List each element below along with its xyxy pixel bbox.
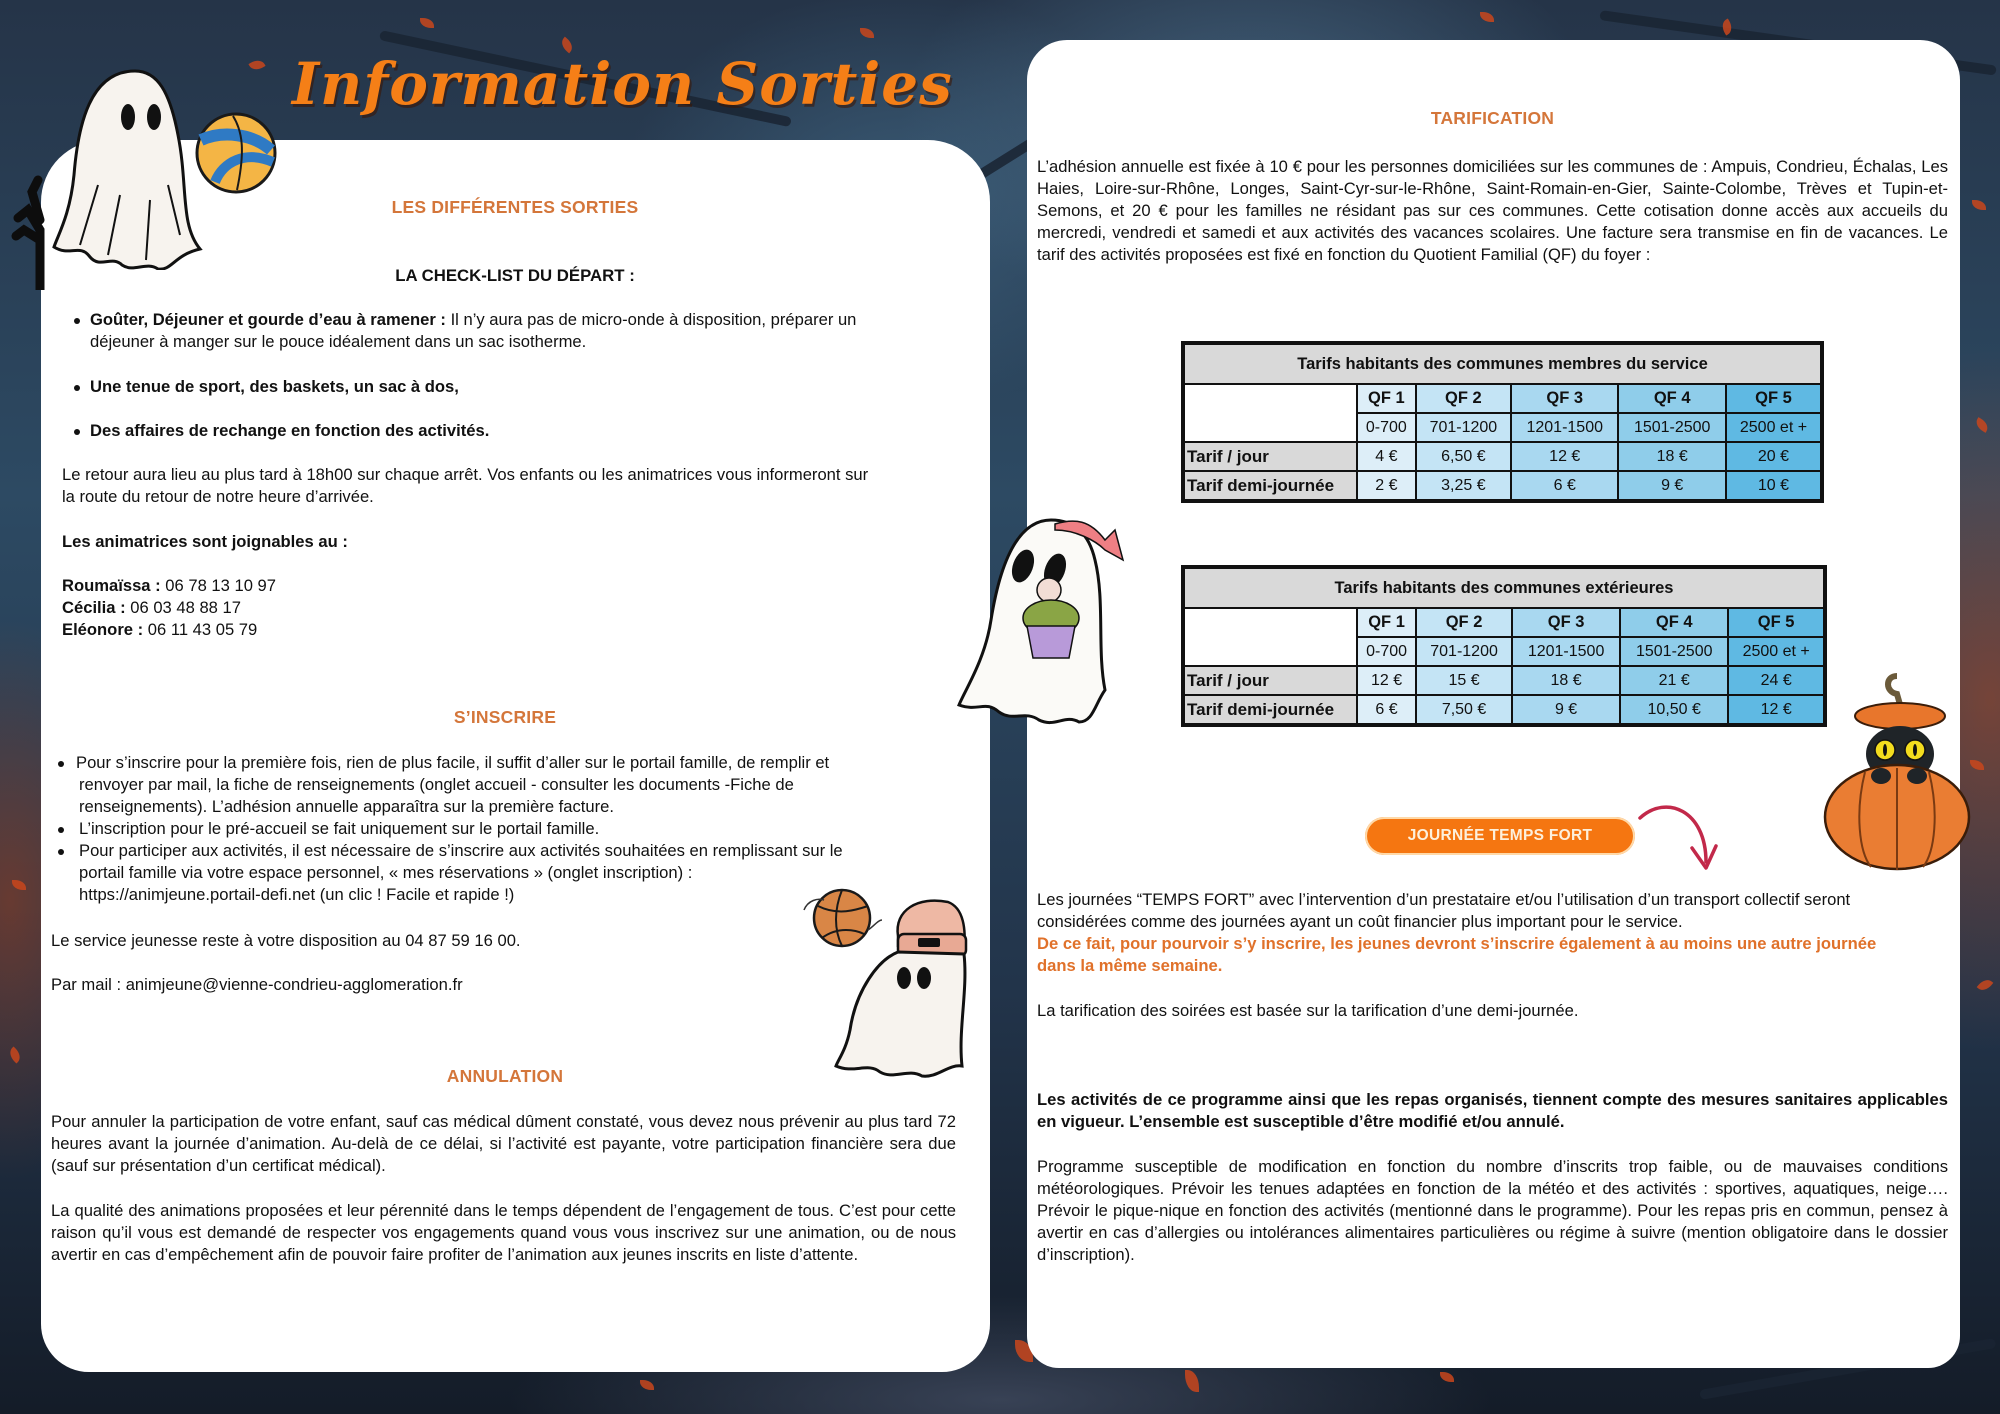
leaf xyxy=(1977,976,1994,993)
leaf xyxy=(1185,1370,1199,1392)
qf-range: 2500 et + xyxy=(1726,413,1822,442)
qf-header: QF 2 xyxy=(1416,608,1512,637)
temps-fort-warning-2: dans la même semaine. xyxy=(1037,956,1223,975)
inscrire-line-6: portail famille via votre espace personnel, « mes réservations » (onglet inscription) : xyxy=(79,863,693,882)
table-title-row xyxy=(1183,343,1822,384)
temps-fort-line-2: considérées comme des journées ayant un coût financier plus important pour le service. xyxy=(1037,912,1683,931)
price-cell: 21 € xyxy=(1620,666,1728,695)
bullet-icon xyxy=(74,385,80,391)
price-cell: 6 € xyxy=(1511,471,1618,501)
leaf xyxy=(7,1047,24,1064)
bullet-icon xyxy=(58,849,64,855)
row-label: Tarif demi-journée xyxy=(1183,695,1357,725)
qf-range: 1201-1500 xyxy=(1511,413,1618,442)
inscrire-line-4: L’inscription pour le pré-accueil se fait uniquement sur le portail famille. xyxy=(79,819,600,838)
checklist-item-1-bold: Goûter, Déjeuner et gourde d’eau à ramener : xyxy=(90,310,446,329)
journee-temps-fort-button[interactable]: JOURNÉE TEMPS FORT xyxy=(1365,817,1635,855)
row-label: Tarif / jour xyxy=(1183,442,1357,471)
qf-range: 0-700 xyxy=(1357,413,1416,442)
price-cell: 7,50 € xyxy=(1416,695,1512,725)
table-blank-cell xyxy=(1183,608,1357,666)
cat-in-pumpkin-illustration xyxy=(1815,672,1975,872)
contact-cecilia xyxy=(62,597,241,619)
inscrire-line-2: renvoyer par mail, la fiche de renseignements (onglet accueil - consulter les documents -Fiche de xyxy=(79,775,794,794)
qf-header: QF 3 xyxy=(1511,384,1618,413)
price-cell: 18 € xyxy=(1618,442,1725,471)
qf-range: 1501-2500 xyxy=(1618,413,1725,442)
qf-range: 701-1200 xyxy=(1416,637,1512,666)
bullet-icon xyxy=(58,827,64,833)
section-heading-tarification: TARIFICATION xyxy=(1430,108,1555,128)
tarification-paragraph: L’adhésion annuelle est fixée à 10 € pour les personnes domiciliées sur les communes de : Ampuis, Condrieu, Échalas, Les Haies, Loire-sur-Rhône, Longes, Saint-Cyr-sur-le-Rhône, Saint-Romain-en-Gier, Sainte-Colombe, Trèves et Tupin-et-Semons, et 20 € pour les familles ne résidant pas sur ces communes. Cette cotisation donne accès aux accueils du mercredi, vendredi et samedi et aux activités des vacances scolaires. Une facture sera transmise en fin de vacances. Le tarif des activités proposées est fixé en fonction du Quotient Familial (QF) du foyer : xyxy=(1037,157,1948,264)
inscrire-line-5: Pour participer aux activités, il est nécessaire de s’inscrire aux activités souhaitées en remplissant sur le xyxy=(79,841,843,860)
leaf xyxy=(640,1380,654,1390)
price-cell: 15 € xyxy=(1416,666,1512,695)
table-blank-cell xyxy=(1183,384,1357,442)
leaf xyxy=(420,18,434,28)
table-qf-row xyxy=(1183,608,1825,637)
checklist-item-3: Des affaires de rechange en fonction des activités. xyxy=(90,421,490,440)
retour-line-2: la route du retour de notre heure d’arrivée. xyxy=(62,487,374,506)
section-heading-sorties: LES DIFFÉRENTES SORTIES xyxy=(391,197,639,217)
qf-range: 701-1200 xyxy=(1416,413,1511,442)
table-title: Tarifs habitants des communes membres du service xyxy=(1183,343,1822,384)
leaf xyxy=(860,28,874,38)
curved-arrow-icon xyxy=(1636,800,1726,880)
qf-range: 1201-1500 xyxy=(1512,637,1620,666)
leaf xyxy=(1973,417,1990,433)
price-cell: 4 € xyxy=(1357,442,1416,471)
qf-header: QF 3 xyxy=(1512,608,1620,637)
tree-hand-silhouette-icon xyxy=(10,170,50,290)
bullet-icon xyxy=(74,429,80,435)
programme-notice: Programme susceptible de modification en fonction du nombre d’inscrits trop faible, ou de mauvaises conditions météorologiques. Prévoir les tenues adaptées en fonction de la météo et des activités : sportives, aquatiques, neige…. Prévoir le pique-nique en fonction des activités (mentionné dans le programme). Pour les repas pris en commun, pensez à avertir en cas d’allergies ou intolérances alimentaires particulières ou régime à suivre (mention obligatoire dans le dossier d’inscription). xyxy=(1037,1157,1948,1264)
tarif-table-membres xyxy=(1181,341,1824,503)
price-cell: 10 € xyxy=(1726,471,1822,501)
qf-range: 1501-2500 xyxy=(1620,637,1728,666)
contact-title: Les animatrices sont joignables au : xyxy=(62,532,348,551)
annulation-paragraph-2: La qualité des animations proposées et leur pérennité dans le temps dépendent de l’engagement de tous. C’est pour cette raison qu’il vous est demandé de respecter vos engagements quand vous vous inscrivez sur une animation, ou de nous avertir en cas d’empêchement afin de pouvoir faire profiter de l’animation aux jeunes inscrits en liste d’attente. xyxy=(51,1201,956,1264)
price-cell: 12 € xyxy=(1728,695,1825,725)
price-cell: 6,50 € xyxy=(1416,442,1511,471)
annulation-paragraph-1: Pour annuler la participation de votre enfant, sauf cas médical dûment constaté, vous devez nous prévenir au plus tard 72 heures avant la journée d’animation. Au-delà de ce délai, si l’activité est payante, votre participation financière sera due (sauf sur présentation d’un certificat médical). xyxy=(51,1112,956,1175)
price-cell: 2 € xyxy=(1357,471,1416,501)
volleyball-icon xyxy=(193,110,279,196)
table-title-row xyxy=(1183,567,1825,608)
price-cell: 20 € xyxy=(1726,442,1822,471)
contact-phone[interactable]: 06 78 13 10 97 xyxy=(160,576,277,595)
sanitaire-notice: Les activités de ce programme ainsi que les repas organisés, tiennent compte des mesures sanitaires applicables en vigueur. L’ensemble est susceptible d’être modifié et/ou annulé. xyxy=(1037,1090,1948,1131)
leaf xyxy=(248,57,265,73)
qf-header: QF 5 xyxy=(1728,608,1825,637)
qf-header: QF 4 xyxy=(1620,608,1728,637)
inscrire-line-3: renseignements). L’adhésion annuelle apparaîtra sur la première facture. xyxy=(79,797,615,816)
price-cell: 3,25 € xyxy=(1416,471,1511,501)
ghost-with-bow-illustration xyxy=(955,490,1135,730)
qf-header: QF 1 xyxy=(1357,384,1416,413)
tarif-table-exterieures xyxy=(1181,565,1827,727)
temps-fort-warning-1: De ce fait, pour pourvoir s’y inscrire, les jeunes devront s’inscrire également à au moins une autre journée xyxy=(1037,934,1877,953)
row-label: Tarif demi-journée xyxy=(1183,471,1357,501)
retour-line-1: Le retour aura lieu au plus tard à 18h00 sur chaque arrêt. Vos enfants ou les animatrices vous informeront sur xyxy=(62,465,869,484)
price-cell: 18 € xyxy=(1512,666,1620,695)
checklist-item-1 xyxy=(90,309,856,331)
checklist-item-1-text: Il n’y aura pas de micro-onde à disposition, préparer un xyxy=(445,310,857,329)
table-row xyxy=(1183,442,1822,471)
qf-header: QF 2 xyxy=(1416,384,1511,413)
price-cell: 9 € xyxy=(1512,695,1620,725)
soirees-tarification: La tarification des soirées est basée sur la tarification d’une demi-journée. xyxy=(1037,1001,1579,1020)
price-cell: 10,50 € xyxy=(1620,695,1728,725)
checklist-item-2: Une tenue de sport, des baskets, un sac à dos, xyxy=(90,377,459,396)
table-qf-row xyxy=(1183,384,1822,413)
contact-name: Cécilia : xyxy=(62,598,126,617)
contact-name: Roumaïssa : xyxy=(62,576,161,595)
price-cell: 9 € xyxy=(1618,471,1725,501)
qf-header: QF 5 xyxy=(1726,384,1822,413)
checklist-item-1-line2: déjeuner à manger sur le pouce idéalement dans un sac isotherme. xyxy=(90,332,587,351)
contact-eleonore xyxy=(62,619,257,641)
qf-range: 2500 et + xyxy=(1728,637,1825,666)
leaf xyxy=(1480,12,1494,22)
contact-phone[interactable]: 06 03 48 88 17 xyxy=(125,598,241,617)
bullet-icon xyxy=(74,318,80,324)
page-title: Information Sorties xyxy=(292,50,953,118)
inscrire-line-1: Pour s’inscrire pour la première fois, rien de plus facile, il suffit d’aller sur le portail famille, de remplir et xyxy=(76,753,830,772)
qf-header: QF 4 xyxy=(1618,384,1725,413)
temps-fort-line-1: Les journées “TEMPS FORT” avec l’intervention d’un prestataire et/ou l’utilisation d’un transport collectif seront xyxy=(1037,890,1851,909)
table-row xyxy=(1183,695,1825,725)
service-jeunesse-phone: Le service jeunesse reste à votre disposition au 04 87 59 16 00. xyxy=(51,931,521,950)
row-label: Tarif / jour xyxy=(1183,666,1357,695)
section-heading-inscrire: S’INSCRIRE xyxy=(453,707,557,727)
contact-phone[interactable]: 06 11 43 05 79 xyxy=(143,620,258,639)
bullet-icon xyxy=(58,761,64,767)
ghost-basketball-illustration xyxy=(798,880,988,1080)
leaf xyxy=(1972,200,1986,210)
table-row xyxy=(1183,471,1822,501)
price-cell: 6 € xyxy=(1357,695,1416,725)
qf-range: 0-700 xyxy=(1357,637,1416,666)
contact-name: Eléonore : xyxy=(62,620,144,639)
leaf xyxy=(12,880,26,890)
contact-roumaissa xyxy=(62,575,276,597)
price-cell: 24 € xyxy=(1728,666,1825,695)
table-title: Tarifs habitants des communes extérieures xyxy=(1183,567,1825,608)
contact-email[interactable]: Par mail : animjeune@vienne-condrieu-agglomeration.fr xyxy=(51,975,463,994)
portail-link[interactable]: https://animjeune.portail-defi.net (un clic ! Facile et rapide !) xyxy=(79,885,515,904)
section-heading-annulation: ANNULATION xyxy=(446,1066,564,1086)
price-cell: 12 € xyxy=(1511,442,1618,471)
checklist-title: LA CHECK-LIST DU DÉPART : xyxy=(395,266,635,285)
table-row xyxy=(1183,666,1825,695)
price-cell: 12 € xyxy=(1357,666,1416,695)
qf-header: QF 1 xyxy=(1357,608,1416,637)
leaf xyxy=(1440,1372,1454,1382)
